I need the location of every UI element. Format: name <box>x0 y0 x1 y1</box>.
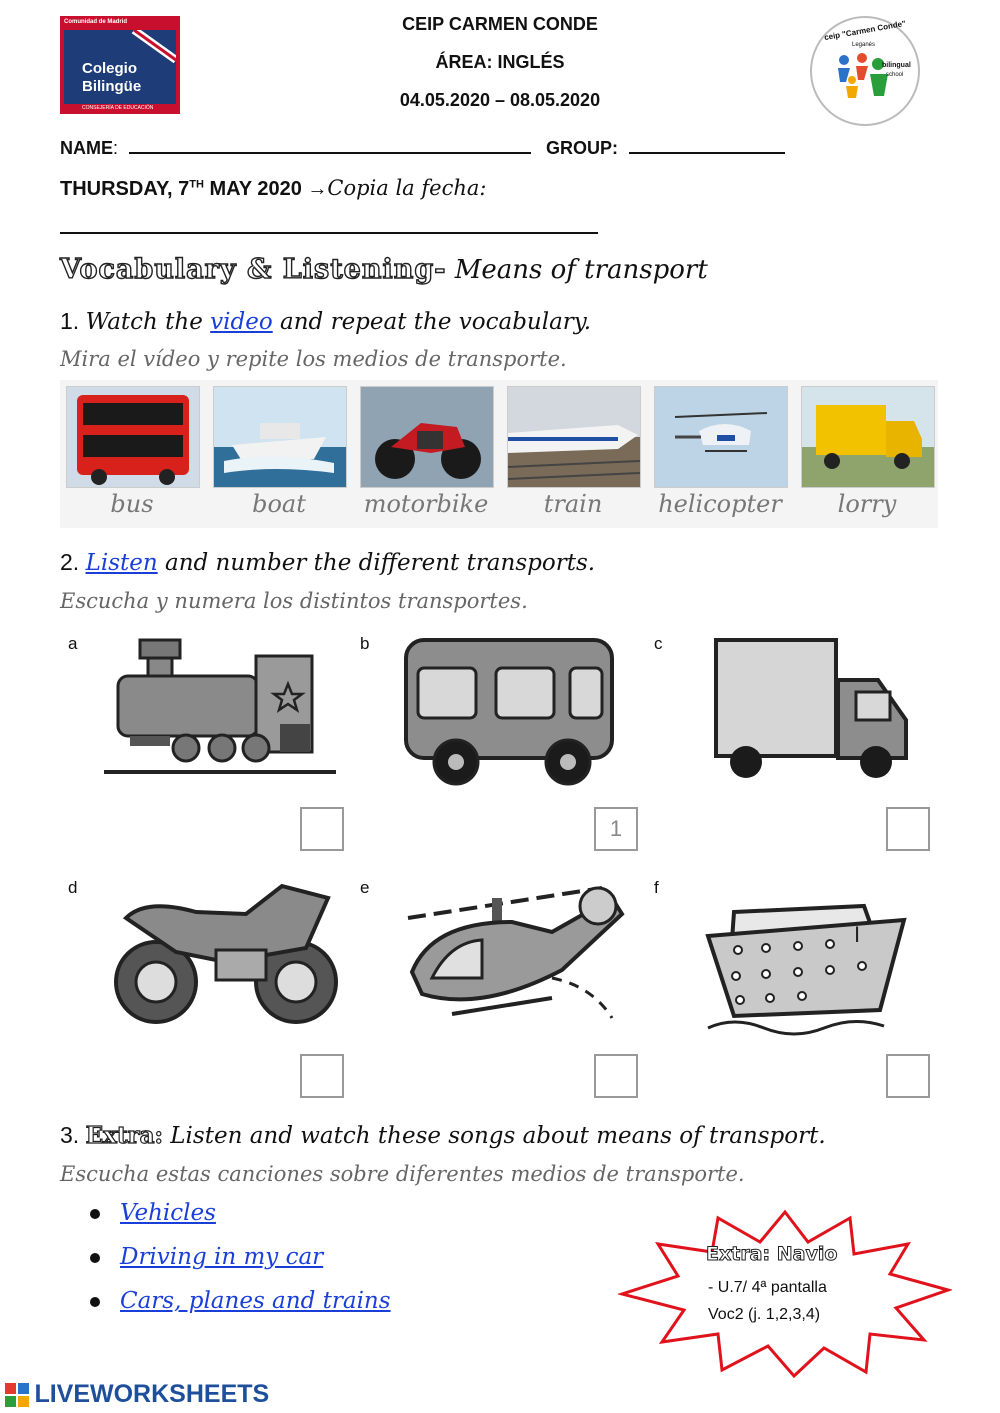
logo-city-text: Leganés <box>852 42 876 48</box>
worksheet-title <box>60 254 708 285</box>
vocab-motorbike: motorbike <box>363 490 489 518</box>
vocab-bus: bus <box>110 490 154 518</box>
answer-box-f[interactable] <box>886 1054 930 1098</box>
school-name: CEIP CARMEN CONDE <box>402 14 598 34</box>
section1-text-before: Watch the <box>85 309 211 335</box>
name-input-line[interactable] <box>129 136 531 154</box>
carmen-conde-logo <box>810 16 920 126</box>
vocab-lorry: lorry <box>837 490 897 518</box>
logo-ring-text: ceip "Carmen Conde" <box>823 18 907 43</box>
copy-date-input-line[interactable] <box>60 218 598 234</box>
logo-main-text-1: Colegio <box>82 60 137 77</box>
section2-text-after: and number the different transports. <box>157 550 596 576</box>
song-item <box>90 1244 391 1288</box>
burst-line1: - U.7/ 4ª pantalla <box>708 1279 827 1296</box>
section2-spanish: Escucha y numera los distintos transportes. <box>60 589 528 613</box>
bullet-icon <box>90 1209 100 1219</box>
answer-box-e[interactable] <box>594 1054 638 1098</box>
section2-number: 2. <box>60 549 86 575</box>
logo-bottom-text: CONSEJERÍA DE EDUCACIÓN <box>82 105 154 111</box>
burst-line2: Voc2 (j. 1,2,3,4) <box>708 1306 821 1323</box>
copy-date-prompt: Copia la fecha: <box>327 176 487 200</box>
logo-main-text-2: Bilingüe <box>82 78 142 95</box>
vocab-train: train <box>543 490 603 518</box>
date-row <box>60 176 486 201</box>
song-item <box>90 1288 391 1332</box>
song-link-cars-planes-trains[interactable]: Cars, planes and trains <box>120 1288 391 1314</box>
group-label: GROUP: <box>546 138 619 158</box>
arrow-right-icon: → <box>307 178 328 200</box>
answer-box-a[interactable] <box>300 807 344 851</box>
song-link-vehicles[interactable]: Vehicles <box>120 1200 216 1226</box>
section3-instruction <box>60 1122 826 1149</box>
logo-blue-panel <box>64 30 176 104</box>
week-dates: 04.05.2020 – 08.05.2020 <box>399 90 601 110</box>
vocab-boat: boat <box>252 490 306 518</box>
liveworksheets-footer <box>4 1380 269 1410</box>
bus-drawing <box>400 634 622 794</box>
helicopter-photo <box>654 386 788 488</box>
date-day: THURSDAY, 7 <box>60 178 190 200</box>
section1-instruction <box>60 308 591 335</box>
bullet-icon <box>90 1297 100 1307</box>
answer-box-d[interactable] <box>300 1054 344 1098</box>
ship-drawing <box>704 880 914 1036</box>
section1-text-after: and repeat the vocabulary. <box>272 309 592 335</box>
answer-box-b[interactable]: 1 <box>594 807 638 851</box>
bus-photo <box>66 386 200 488</box>
label-f: f <box>654 878 659 897</box>
name-colon: : <box>113 138 119 158</box>
label-b: b <box>360 634 370 653</box>
group-input-line[interactable] <box>629 136 785 154</box>
train-photo <box>507 386 641 488</box>
svg-text:I: I <box>854 922 861 947</box>
song-link-driving[interactable]: Driving in my car <box>120 1244 324 1270</box>
date-ordinal: TH <box>189 178 204 191</box>
logo-top-text: Comunidad de Madrid <box>64 19 127 25</box>
logo-school-text: school <box>886 72 904 78</box>
label-d: d <box>68 878 78 897</box>
label-e: e <box>360 878 370 897</box>
video-link[interactable]: video <box>210 309 273 335</box>
vocab-helicopter: helicopter <box>658 490 782 518</box>
children-figures-icon <box>834 52 894 102</box>
liveworksheets-brand: LIVEWORKSHEETS <box>34 1380 270 1408</box>
logo-bilingual-text: bilingual <box>882 62 911 69</box>
subject-area: ÁREA: INGLÉS <box>435 52 565 72</box>
section3-extra-label: Extra: <box>85 1122 163 1149</box>
label-a: a <box>68 634 78 653</box>
section1-number: 1. <box>60 308 86 334</box>
label-c: c <box>654 634 663 653</box>
date-rest: MAY 2020 <box>203 178 308 200</box>
motorbike-photo <box>360 386 494 488</box>
section3-number: 3. <box>60 1122 86 1148</box>
helicopter-drawing <box>402 878 628 1038</box>
section3-text: Listen and watch these songs about means of transport. <box>162 1123 826 1149</box>
train-drawing <box>100 632 340 792</box>
songs-list <box>90 1200 391 1332</box>
motorbike-drawing <box>106 878 342 1038</box>
title-outline-text: Vocabulary & Listening- <box>60 254 447 285</box>
section3-spanish: Escucha estas canciones sobre diferentes medios de transporte. <box>60 1162 745 1186</box>
title-subtitle: Means of transport <box>446 255 708 285</box>
section2-instruction <box>60 549 595 576</box>
lorry-photo <box>801 386 935 488</box>
name-group-row <box>60 136 785 159</box>
section1-spanish: Mira el vídeo y repite los medios de transporte. <box>60 347 567 371</box>
answer-box-c[interactable] <box>886 807 930 851</box>
song-item <box>90 1200 391 1244</box>
bullet-icon <box>90 1253 100 1263</box>
lorry-drawing <box>706 636 912 786</box>
boat-photo <box>213 386 347 488</box>
burst-title: Extra: Navio <box>706 1243 838 1265</box>
liveworksheets-logo-icon <box>4 1382 30 1408</box>
colegio-bilingue-logo <box>60 16 180 114</box>
listen-link[interactable]: Listen <box>85 550 158 576</box>
name-label: NAME <box>60 138 113 158</box>
